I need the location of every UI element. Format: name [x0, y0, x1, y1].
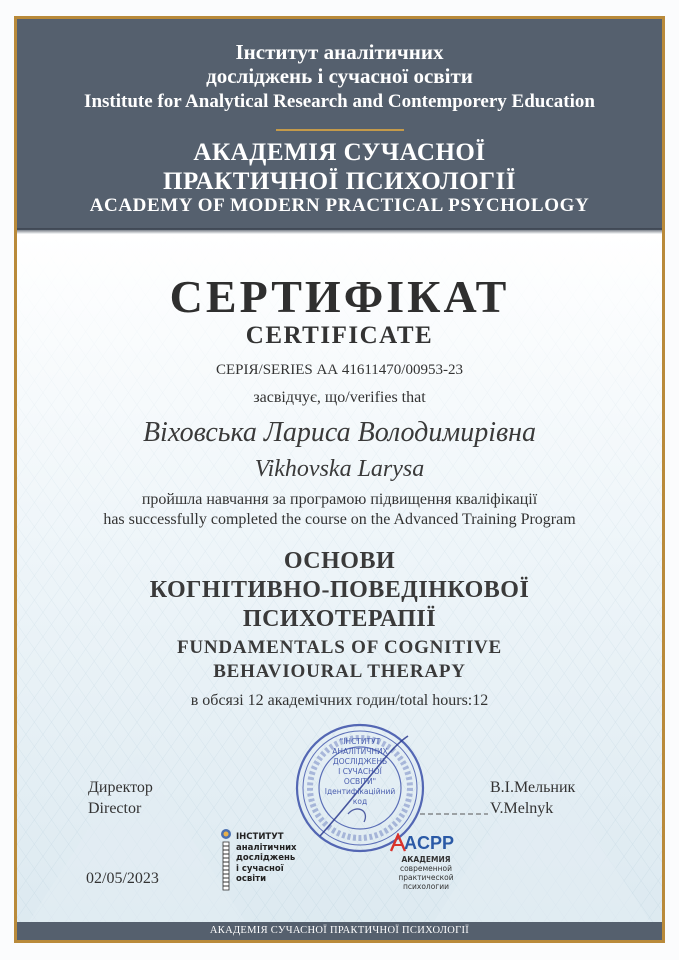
director-label-ua: Директор	[88, 779, 153, 796]
institute-name-ua-line1: Інститут аналітичних	[235, 40, 444, 64]
recipient-name-ua: Віховська Лариса Володимирівна	[142, 417, 537, 448]
institute-logo-line-1: ІНСТИТУТ	[236, 832, 284, 842]
institute-name-en: Institute for Analytical Research and Contemporery Education	[84, 91, 595, 112]
course-title-ua-line3: ПСИХОТЕРАПІЇ	[242, 606, 437, 632]
hours-text: в обсязі 12 академічних годин/total hours:12	[190, 692, 489, 709]
completed-text-en: has successfully completed the course on the Advanced Training Program	[103, 511, 576, 528]
academy-name-ua-line2: ПРАКТИЧНОЇ ПСИХОЛОГІЇ	[163, 168, 516, 195]
course-title-ua-line2: КОГНІТИВНО-ПОВЕДІНКОВОЇ	[149, 577, 530, 603]
signatory-name-en: V.Melnyk	[490, 800, 554, 817]
course-title-ua-line1: ОСНОВИ	[283, 548, 396, 574]
institute-name-ua-line2: досліджень і сучасної освіти	[206, 64, 473, 88]
stamp-line-1: "ІНСТИТУТ	[339, 737, 381, 746]
course-title-en-line1: FUNDAMENTALS OF COGNITIVE	[176, 637, 503, 658]
recipient-name-en: Vikhovska Larysa	[254, 456, 425, 482]
verifies-text: засвідчує, що/verifies that	[253, 389, 426, 406]
stamp-line-6: Ідентифікаційний	[324, 787, 396, 796]
institute-logo-line-5: освіти	[236, 874, 267, 884]
acpp-line-4: психологии	[403, 882, 449, 891]
gold-border	[14, 16, 665, 943]
acpp-line-1: АКАДЕМИЯ	[401, 855, 451, 864]
academy-name-ua-line1: АКАДЕМІЯ СУЧАСНОЇ	[193, 139, 486, 166]
course-title-en-line2: BEHAVIOURAL THERAPY	[213, 661, 466, 682]
acpp-line-2: современной	[399, 864, 453, 873]
certificate-title-en: CERTIFICATE	[245, 322, 434, 349]
completed-text-ua: пройшла навчання за програмою підвищення кваліфікації	[141, 491, 538, 508]
acpp-line-3: практической	[398, 873, 454, 882]
director-label-en: Director	[88, 800, 142, 817]
footer-text: АКАДЕМІЯ СУЧАСНОЇ ПРАКТИЧНОЇ ПСИХОЛОГІЇ	[209, 925, 470, 936]
institute-logo-line-4: і сучасної	[236, 863, 284, 874]
stamp-line-2: АНАЛІТИЧНИХ	[332, 747, 388, 756]
acpp-abbr: ACPP	[404, 833, 455, 853]
academy-name-en: ACADEMY OF MODERN PRACTICAL PSYCHOLOGY	[89, 195, 590, 216]
series-number: СЕРІЯ/SERIES АА 41611470/00953-23	[216, 362, 463, 378]
stamp-line-4: І СУЧАСНОЇ	[338, 767, 382, 776]
issue-date: 02/05/2023	[86, 870, 159, 887]
certificate-title-ua: СЕРТИФІКАТ	[169, 271, 510, 322]
stamp-line-3: ДОСЛІДЖЕНЬ	[332, 757, 388, 766]
institute-logo-line-3: досліджень	[236, 853, 296, 863]
institute-logo-line-2: аналітичних	[236, 842, 297, 853]
stamp-line-5: ОСВІТИ"	[343, 777, 377, 786]
stamp-line-7: код	[352, 797, 368, 806]
signatory-name-ua: В.І.Мельник	[490, 779, 576, 796]
